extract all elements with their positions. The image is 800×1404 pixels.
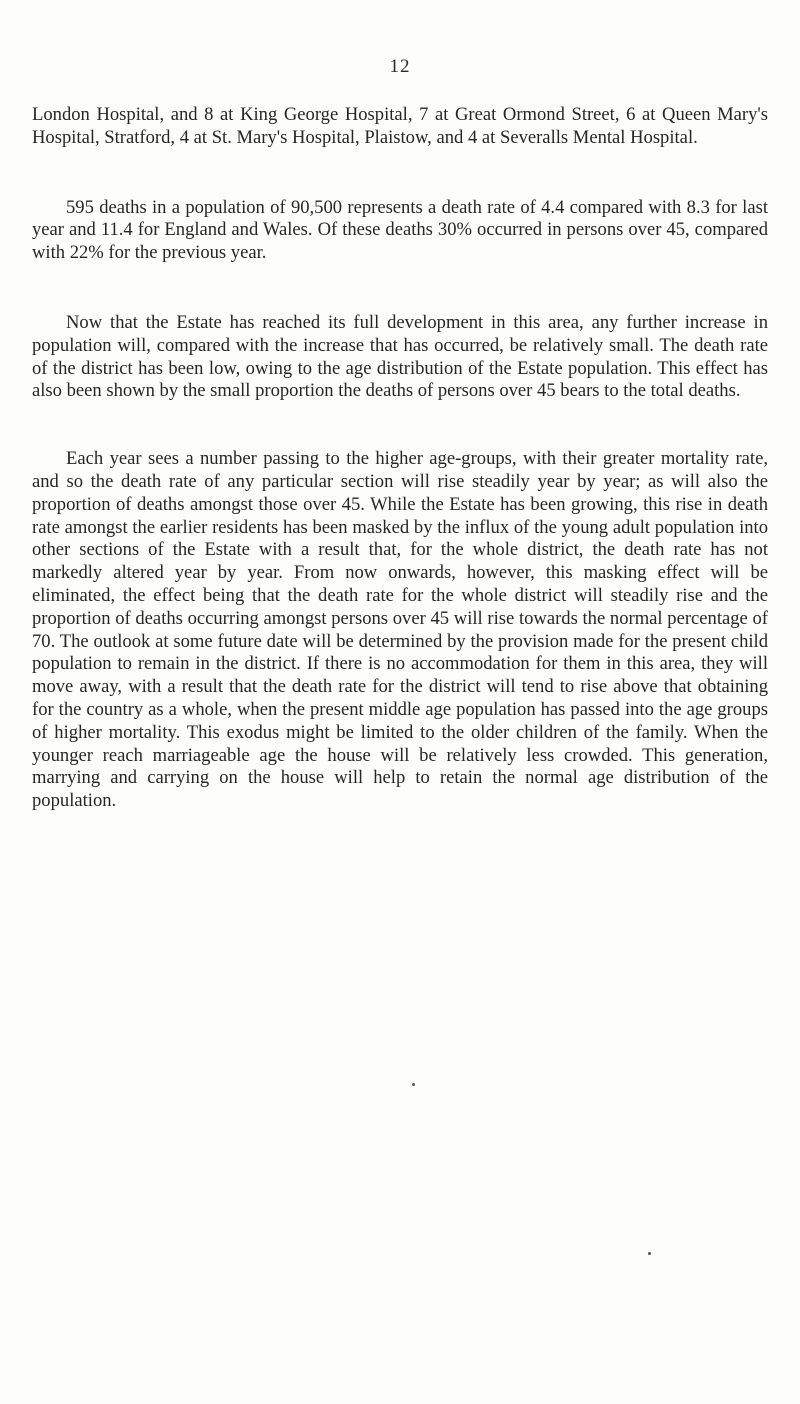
paragraph-estate-development: Now that the Estate has reached its full development in this area, any further increase in population will, compared with the increase that has occurred, be relatively small. The death rate of the district has been low, owing to the age distribution of the Estate population. This effect has also been shown by the small proportion the deaths of persons over 45 bears to the total deaths. [32, 311, 768, 402]
paragraph-death-rate: 595 deaths in a population of 90,500 represents a death rate of 4.4 compared with 8.3 for last year and 11.4 for England and Wales. Of these deaths 30% occurred in persons over 45, compared with 22% for the previous year. [32, 196, 768, 264]
paper-speck [412, 1083, 415, 1086]
body-text [32, 104, 768, 813]
paper-speck [648, 1252, 651, 1255]
paragraph-hospital-deaths: London Hospital, and 8 at King George Hospital, 7 at Great Ormond Street, 6 at Queen Mary's Hospital, Stratford, 4 at St. Mary's Hospital, Plaistow, and 4 at Severalls Mental Hospital. [32, 104, 768, 148]
paragraph-age-groups: Each year sees a number passing to the higher age-groups, with their greater mortality rate, and so the death rate of any particular section will rise steadily year by year; as will also the proportion of deaths amongst those over 45. While the Estate has been growing, this rise in death rate amongst the earlier residents has been masked by the influx of the young adult population into other sections of the Estate with a result that, for the whole district, the death rate has not markedly altered year by year. From now onwards, however, this masking effect will be eliminated, the effect being that the death rate for the whole district will steadily rise and the proportion of deaths occurring amongst persons over 45 will rise towards the normal percentage of 70. The outlook at some future date will be determined by the provision made for the present child population to remain in the district. If there is no accommodation for them in this area, they will move away, with a result that the death rate for the district will tend to rise above that obtaining for the country as a whole, when the present middle age population has passed into the age groups of higher mortality. This exodus might be limited to the older children of the family. When the younger reach marriageable age the house will be relatively less crowded. This generation, marrying and carrying on the house will help to retain the normal age distribution of the population. [32, 448, 768, 812]
page-number: 12 [389, 56, 411, 77]
